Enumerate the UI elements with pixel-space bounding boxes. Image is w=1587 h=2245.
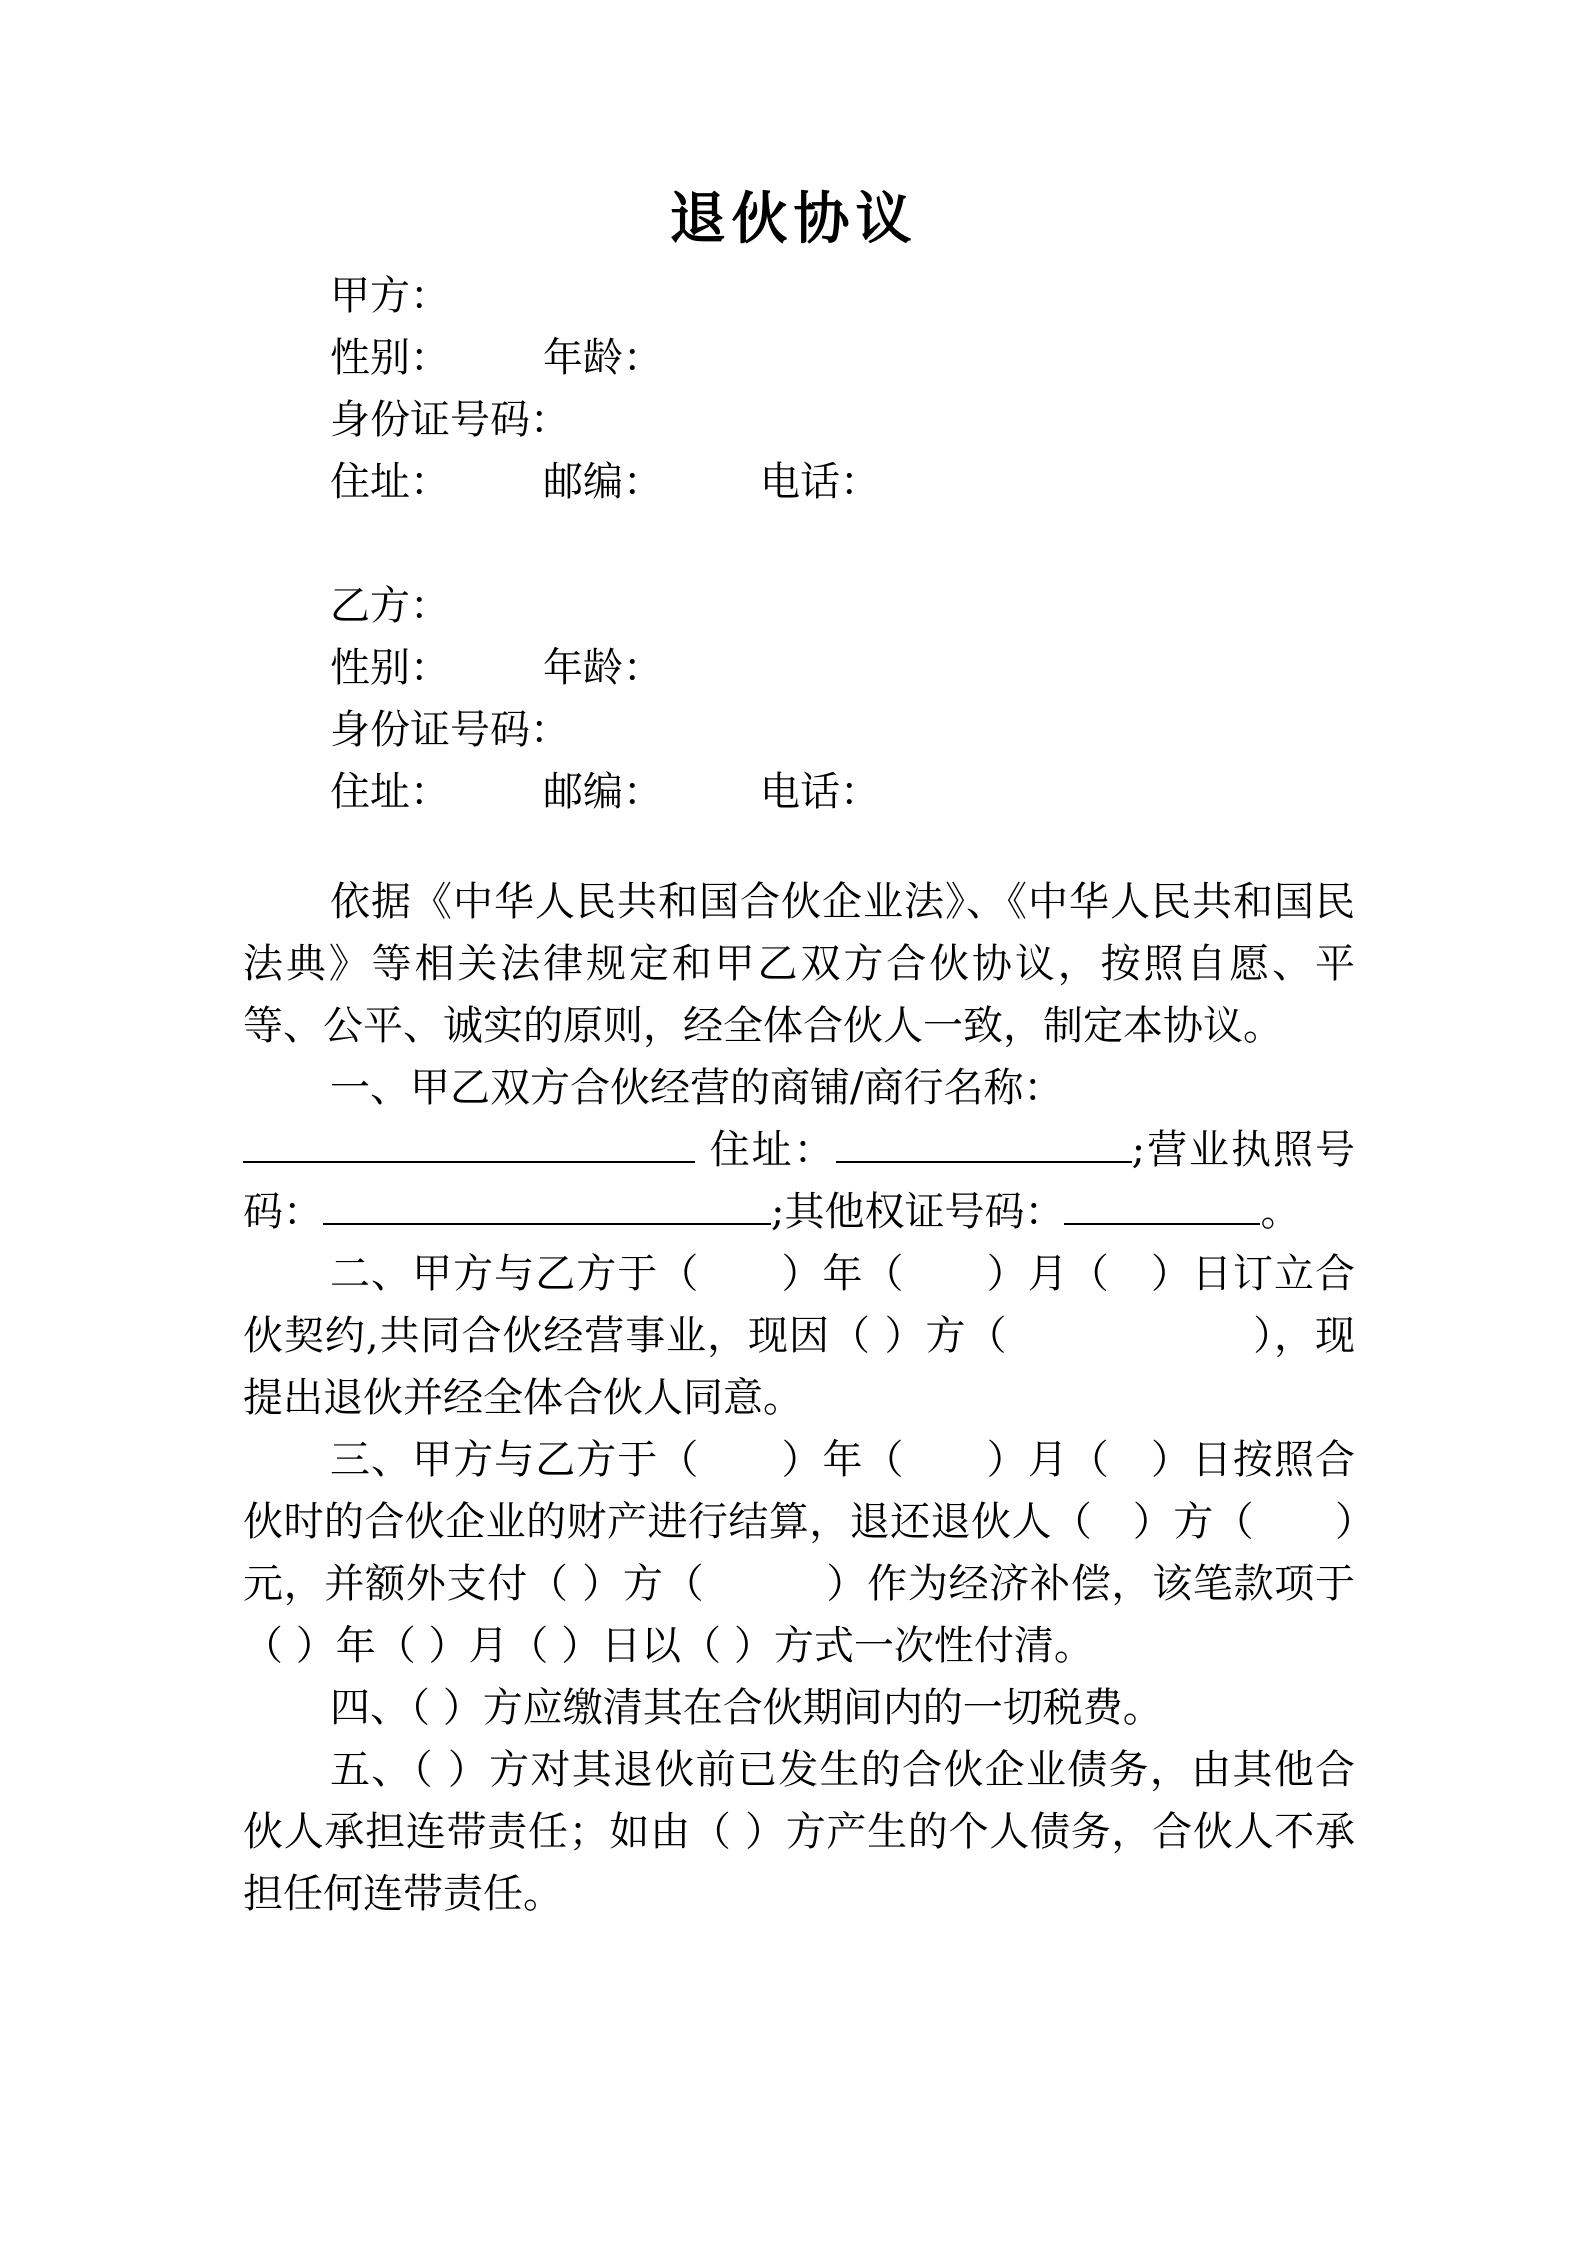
party-b-label: 乙方：	[330, 583, 450, 629]
clause-1-address-label: 住址：	[695, 1127, 836, 1173]
clause-1-lead: 一、甲乙双方合伙经营的商铺/商行名称：	[330, 1065, 1064, 1111]
party-a-age-label: 年龄：	[543, 335, 663, 381]
party-a-id-label: 身份证号码：	[330, 397, 570, 443]
party-a-gender-label: 性别：	[330, 335, 450, 381]
party-b-age-label: 年龄：	[543, 645, 663, 691]
clause-4-paragraph: 四、（ ）方应缴清其在合伙期间内的一切税费。	[330, 1685, 1163, 1731]
other-permit-blank	[1064, 1181, 1260, 1225]
clause-3-paragraph: 三、甲方与乙方于（ ）年（ ）月（ ）日按照合伙时的合伙企业的财产进行结算，退还退伙人（ ）方（ ）元，并额外支付（ ）方（ ）作为经济补偿，该笔款项于（ ）年（ ）月（ ）日以（ ）方式一次性付清。	[243, 1437, 1355, 1669]
clause-2-paragraph: 二、甲方与乙方于（ ）年（ ）月（ ）日订立合伙契约,共同合伙经营事业，现因（ ）方（ ），现提出退伙并经全体合伙人同意。	[243, 1251, 1355, 1421]
party-a-phone-label: 电话：	[760, 459, 880, 505]
clause-1-other-label: ;其他权证号码：	[771, 1189, 1065, 1235]
clause-1-details	[243, 1119, 1355, 1243]
preamble-paragraph: 依据《中华人民共和国合伙企业法》、《中华人民共和国民法典》等相关法律规定和甲乙双方合伙协议，按照自愿、平等、公平、诚实的原则，经全体合伙人一致，制定本协议。	[243, 879, 1355, 1049]
party-a-label: 甲方：	[330, 273, 450, 319]
clause-5-paragraph: 五、（ ）方对其退伙前已发生的合伙企业债务，由其他合伙人承担连带责任；如由（ ）方产生的个人债务，合伙人不承担任何连带责任。	[243, 1747, 1355, 1917]
party-b-postcode-label: 邮编：	[543, 769, 663, 815]
party-a-address-label: 住址：	[330, 459, 450, 505]
agreement-body	[243, 871, 1355, 1925]
party-a-postcode-label: 邮编：	[543, 459, 663, 505]
license-number-blank	[323, 1181, 771, 1225]
party-b-phone-label: 电话：	[760, 769, 880, 815]
party-b-id-label: 身份证号码：	[330, 707, 570, 753]
clause-1-end: 。	[1260, 1189, 1301, 1235]
shop-address-blank	[836, 1119, 1132, 1163]
clause-1-license-label: ;营业执照号码：	[243, 1127, 1355, 1235]
document-title: 退伙协议	[669, 186, 918, 252]
shop-name-blank	[243, 1119, 695, 1163]
party-b-gender-label: 性别：	[330, 645, 450, 691]
party-b-address-label: 住址：	[330, 769, 450, 815]
